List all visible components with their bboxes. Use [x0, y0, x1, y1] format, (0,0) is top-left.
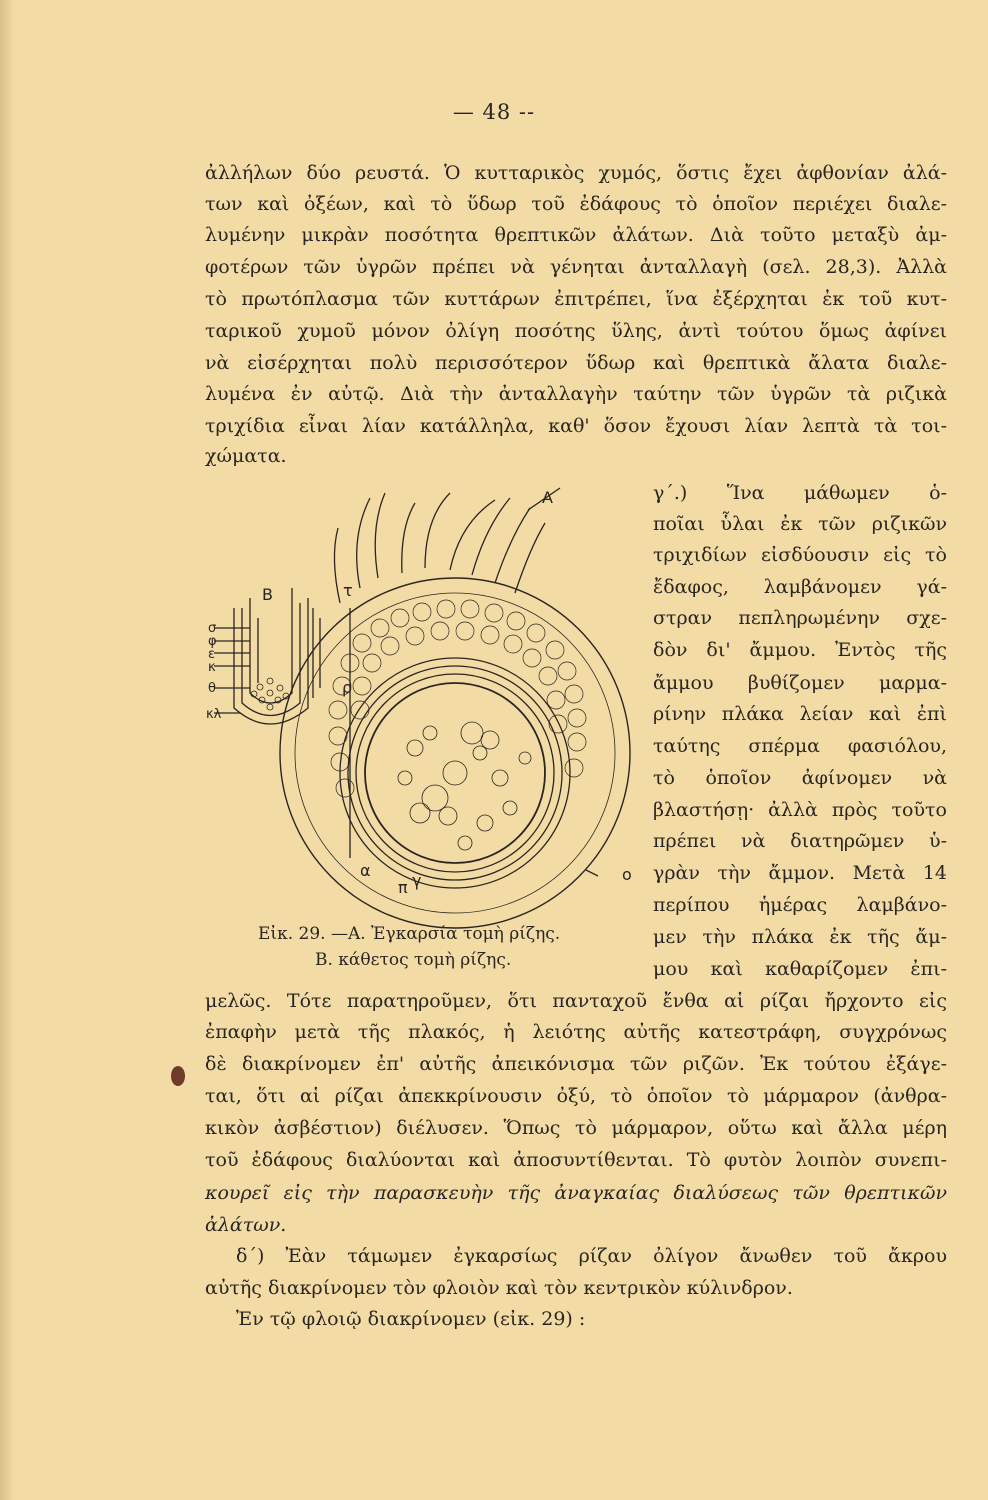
text-line: νὰ εἰσέρχηται πολὺ περισσότερον ὕδωρ καὶ θρεπτικὰ ἄλατα διαλε-	[205, 352, 947, 374]
label-gamma: γ	[412, 871, 422, 890]
text-line: αὐτῆς διακρίνομεν τὸν φλοιὸν καὶ τὸν κεντρικὸν κύλινδρον.	[205, 1277, 793, 1299]
text-line: περίπου ἡμέρας λαμβάνο-	[653, 894, 947, 916]
text-line: ἐπαφὴν μετὰ τῆς πλακός, ἡ λειότης αὐτῆς κατεστράφη, συγχρόνως	[205, 1021, 947, 1043]
text-line: τοῦ ἐδάφους διαλύονται καὶ ἀποσυντίθενται. Τὸ φυτὸν λοιπὸν συνεπι-	[205, 1149, 947, 1171]
text-line: δὲ διακρίνομεν ἐπ' αὐτῆς ἀπεικόνισμα τῶν ριζῶν. Ἐκ τούτου ἐξάγε-	[205, 1053, 947, 1075]
root-section-figure	[206, 478, 640, 918]
text-line: δ΄) Ἐὰν τάμωμεν ἐγκαρσίως ρίζαν ὀλίγον ἄνωθεν τοῦ ἄκρου	[236, 1245, 947, 1267]
text-line: φοτέρων τῶν ὑγρῶν πρέπει νὰ γένηται ἀνταλλαγὴ (σελ. 28,3). Ἀλλὰ	[205, 256, 947, 278]
label-epsilon: ε	[208, 647, 216, 662]
ink-stain	[171, 1066, 185, 1086]
label-kl: κλ	[206, 707, 222, 722]
label-pi: π	[398, 878, 408, 897]
text-line: ἀλάτων.	[205, 1214, 287, 1236]
label-sigma: σ	[208, 621, 217, 636]
text-line: γρὰν τὴν ἄμμον. Μετὰ 14	[653, 862, 947, 884]
text-line: Ἐν τῷ φλοιῷ διακρίνομεν (εἰκ. 29) :	[236, 1308, 586, 1330]
text-line: χώματα.	[205, 445, 287, 467]
label-r: ρ	[342, 678, 353, 697]
text-line: ποῖαι ὗλαι ἐκ τῶν ριζικῶν	[653, 513, 947, 535]
label-alpha: α	[360, 861, 371, 880]
text-line: ἀλλήλων δύο ρευστά. Ὁ κυτταρικὸς χυμός, ὅστις ἔχει ἀφθονίαν ἀλά-	[205, 162, 947, 184]
label-t: τ	[343, 581, 353, 600]
page-edge	[0, 0, 14, 1500]
text-line: ρίνην πλάκα λείαν καὶ ἐπὶ	[653, 703, 947, 725]
text-line: τριχίδια εἶναι λίαν κατάλληλα, καθ' ὅσον ἔχουσι λίαν λεπτὰ τὰ τοι-	[205, 415, 947, 437]
text-line: λυμένα ἐν αὐτῷ. Διὰ τὴν ἀνταλλαγὴν ταύτην τῶν ὑγρῶν τὰ ριζικὰ	[205, 383, 947, 405]
text-line: μεν τὴν πλάκα ἐκ τῆς ἄμ-	[653, 926, 947, 948]
text-line: γ΄.) Ἵνα μάθωμεν ὁ-	[653, 482, 947, 504]
figure-caption-line-2: B. κάθετος τομὴ ρίζης.	[315, 950, 512, 970]
label-o: o	[622, 865, 632, 884]
text-line: βλαστήσῃ· ἀλλὰ πρὸς τοῦτο	[653, 799, 947, 821]
text-line: τριχιδίων εἰσδύουσιν εἰς τὸ	[653, 544, 947, 566]
label-theta: θ	[208, 681, 216, 696]
figure-caption-line-1: Εἰκ. 29. —A. Ἐγκαρσία τομὴ ρίζης.	[258, 924, 561, 944]
text-line: ταρικοῦ χυμοῦ μόνον ὀλίγη ποσότης ὕλης, ἀντὶ τούτου ὅμως ἀφίνει	[205, 320, 947, 342]
text-line: των καὶ ὀξέων, καὶ τὸ ὕδωρ τοῦ ἐδάφους τὸ ὁποῖον περιέχει διαλε-	[205, 193, 947, 215]
text-line: κουρεῖ εἰς τὴν παρασκευὴν τῆς ἀναγκαίας διαλύσεως τῶν θρεπτικῶν	[205, 1182, 947, 1204]
label-a: A	[542, 488, 553, 507]
text-line: τὸ ὁποῖον ἀφίνομεν νὰ	[653, 767, 947, 789]
text-line: μελῶς. Τότε παρατηροῦμεν, ὅτι πανταχοῦ ἔνθα αἱ ρίζαι ἤρχοντο εἰς	[205, 990, 947, 1012]
text-line: στραν πεπληρωμένην σχε-	[653, 607, 947, 629]
text-line: πρέπει νὰ διατηρῶμεν ὑ-	[653, 830, 947, 852]
text-line: ταύτης σπέρμα φασιόλου,	[653, 735, 947, 757]
text-line: μου καὶ καθαρίζομεν ἐπι-	[653, 958, 947, 980]
label-phi: φ	[208, 634, 217, 649]
label-b: B	[262, 585, 273, 604]
text-line: τὸ πρωτόπλασμα τῶν κυττάρων ἐπιτρέπει, ἵνα ἐξέρχηται ἐκ τοῦ κυτ-	[205, 288, 947, 310]
label-kappa: κ	[208, 660, 216, 675]
text-line: ἔδαφος, λαμβάνομεν γά-	[653, 576, 947, 598]
text-line: ἄμμου βυθίζομεν μαρμα-	[653, 672, 947, 694]
root-section-illustration	[206, 478, 640, 918]
text-line: λυμένην μικρὰν ποσότητα θρεπτικῶν ἀλάτων. Διὰ τοῦτο μεταξὺ ἀμ-	[205, 224, 947, 246]
text-line: κικὸν ἀσβέστιον) διέλυσεν. Ὅπως τὸ μάρμαρον, οὕτω καὶ ἄλλα μέρη	[205, 1117, 947, 1139]
text-line: ται, ὅτι αἱ ρίζαι ἀπεκκρίνουσιν ὀξύ, τὸ ὁποῖον τὸ μάρμαρον (ἀνθρα-	[205, 1085, 947, 1107]
page-number: — 48 --	[452, 100, 536, 124]
text-line: δὸν δι' ἄμμου. Ἐντὸς τῆς	[653, 639, 947, 661]
